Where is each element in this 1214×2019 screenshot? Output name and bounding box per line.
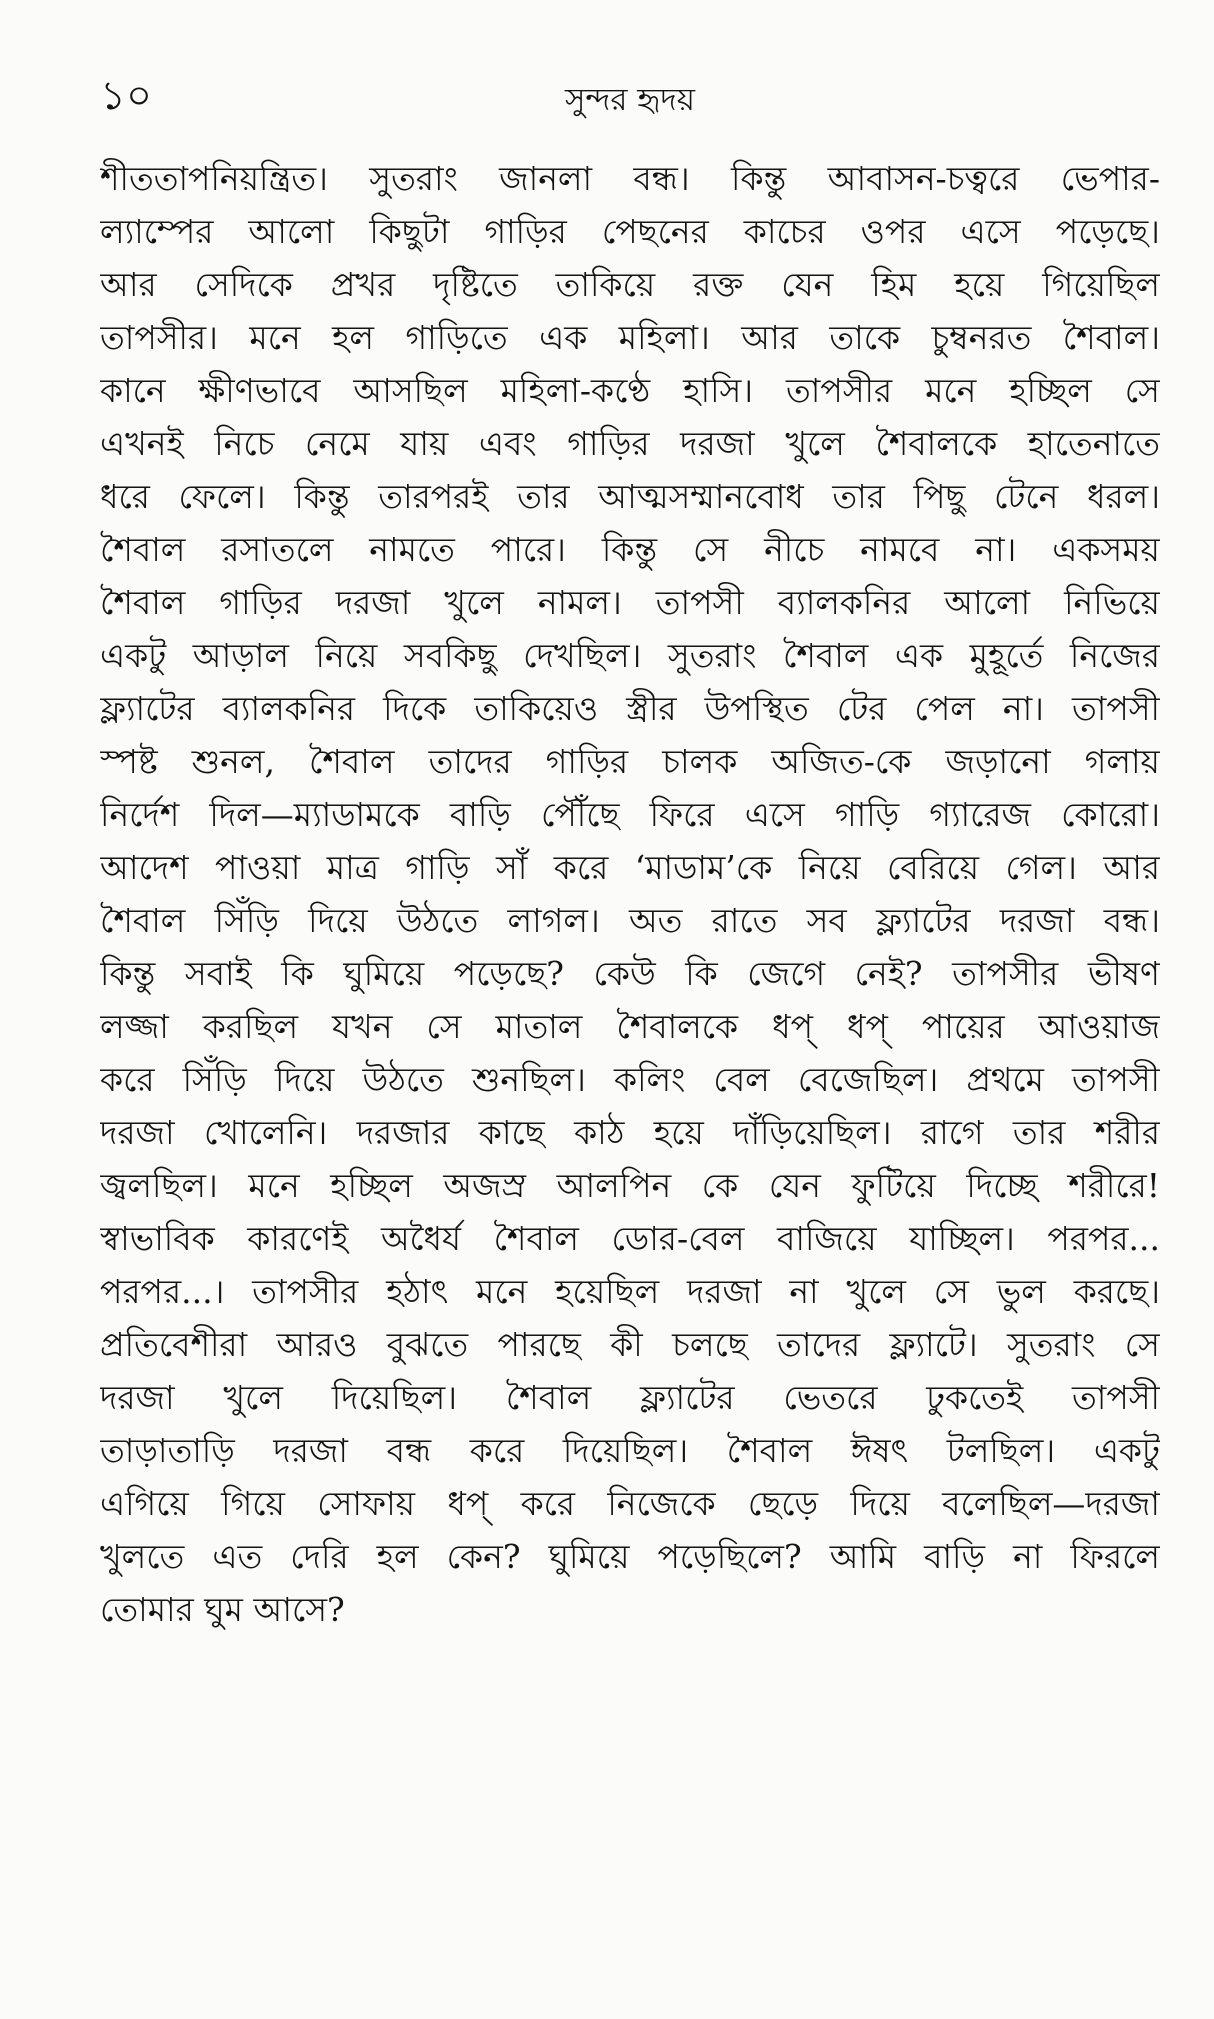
text-line: করে সিঁড়ি দিয়ে উঠতে শুনছিল। কলিং বেল বেজেছিল। প্রথমে তাপসী (100, 1060, 1160, 1099)
text-line: নির্দেশ দিল—ম্যাডামকে বাড়ি পৌঁছে ফিরে এসে গাড়ি গ্যারেজ কোরো। (100, 795, 1160, 834)
page-header (100, 66, 1160, 126)
text-line: স্পষ্ট শুনল, শৈবাল তাদের গাড়ির চালক অজিত-কে জড়ানো গলায় (100, 742, 1160, 781)
text-line: পরপর...। তাপসীর হঠাৎ মনে হয়েছিল দরজা না খুলে সে ভুল করছে। (100, 1272, 1160, 1311)
text-line: লজ্জা করছিল যখন সে মাতাল শৈবালকে ধপ্ ধপ্ পায়ের আওয়াজ (100, 1007, 1160, 1046)
text-line: একটু আড়াল নিয়ে সবকিছু দেখছিল। সুতরাং শৈবাল এক মুহূর্তে নিজের (100, 636, 1160, 675)
text-line: কানে ক্ষীণভাবে আসছিল মহিলা-কণ্ঠে হাসি। তাপসীর মনে হচ্ছিল সে (100, 371, 1160, 410)
running-title: সুন্দর হৃদয় (565, 82, 695, 118)
text-line: ধরে ফেলে। কিন্তু তারপরই তার আত্মসম্মানবোধ তার পিছু টেনে ধরল। (100, 477, 1160, 516)
text-line: তাড়াতাড়ি দরজা বন্ধ করে দিয়েছিল। শৈবাল ঈষৎ টলছিল। একটু (100, 1431, 1160, 1470)
text-line: ফ্ল্যাটের ব্যালকনির দিকে তাকিয়েও স্ত্রীর উপস্থিত টের পেল না। তাপসী (100, 689, 1160, 728)
text-line: কিন্তু সবাই কি ঘুমিয়ে পড়েছে? কেউ কি জেগে নেই? তাপসীর ভীষণ (100, 954, 1160, 993)
text-line: খুলতে এত দেরি হল কেন? ঘুমিয়ে পড়েছিলে? আমি বাড়ি না ফিরলে (100, 1537, 1160, 1576)
page-number: ১০ (100, 73, 152, 119)
text-line: আর সেদিকে প্রখর দৃষ্টিতে তাকিয়ে রক্ত যেন হিম হয়ে গিয়েছিল (100, 265, 1160, 304)
text-line: প্রতিবেশীরা আরও বুঝতে পারছে কী চলছে তাদের ফ্ল্যাটে। সুতরাং সে (100, 1325, 1160, 1364)
text-line: তোমার ঘুম আসে? (100, 1590, 345, 1629)
text-line: এখনই নিচে নেমে যায় এবং গাড়ির দরজা খুলে শৈবালকে হাতেনাতে (100, 424, 1160, 463)
text-line: শৈবাল রসাতলে নামতে পারে। কিন্তু সে নীচে নামবে না। একসময় (100, 530, 1160, 569)
text-line: শৈবাল গাড়ির দরজা খুলে নামল। তাপসী ব্যালকনির আলো নিভিয়ে (100, 583, 1160, 622)
text-line: তাপসীর। মনে হল গাড়িতে এক মহিলা। আর তাকে চুম্বনরত শৈবাল। (100, 318, 1160, 357)
text-line: শীততাপনিয়ন্ত্রিত। সুতরাং জানলা বন্ধ। কিন্তু আবাসন-চত্বরে ভেপার- (100, 159, 1160, 198)
text-line: শৈবাল সিঁড়ি দিয়ে উঠতে লাগল। অত রাতে সব ফ্ল্যাটের দরজা বন্ধ। (100, 901, 1160, 940)
text-line: আদেশ পাওয়া মাত্র গাড়ি সাঁ করে ‘মাডাম’কে নিয়ে বেরিয়ে গেল। আর (100, 848, 1160, 887)
text-line: স্বাভাবিক কারণেই অধৈর্য শৈবাল ডোর-বেল বাজিয়ে যাচ্ছিল। পরপর... (100, 1219, 1160, 1258)
text-line: দরজা খোলেনি। দরজার কাছে কাঠ হয়ে দাঁড়িয়েছিল। রাগে তার শরীর (100, 1113, 1160, 1152)
text-line: ল্যাম্পের আলো কিছুটা গাড়ির পেছনের কাচের ওপর এসে পড়েছে। (100, 212, 1160, 251)
text-line: দরজা খুলে দিয়েছিল। শৈবাল ফ্ল্যাটের ভেতরে ঢুকতেই তাপসী (100, 1378, 1160, 1417)
body-text (100, 152, 1160, 1636)
text-line: এগিয়ে গিয়ে সোফায় ধপ্ করে নিজেকে ছেড়ে দিয়ে বলেছিল—দরজা (100, 1484, 1160, 1523)
text-line: জ্বলছিল। মনে হচ্ছিল অজস্র আলপিন কে যেন ফুটিয়ে দিচ্ছে শরীরে! (100, 1166, 1160, 1205)
